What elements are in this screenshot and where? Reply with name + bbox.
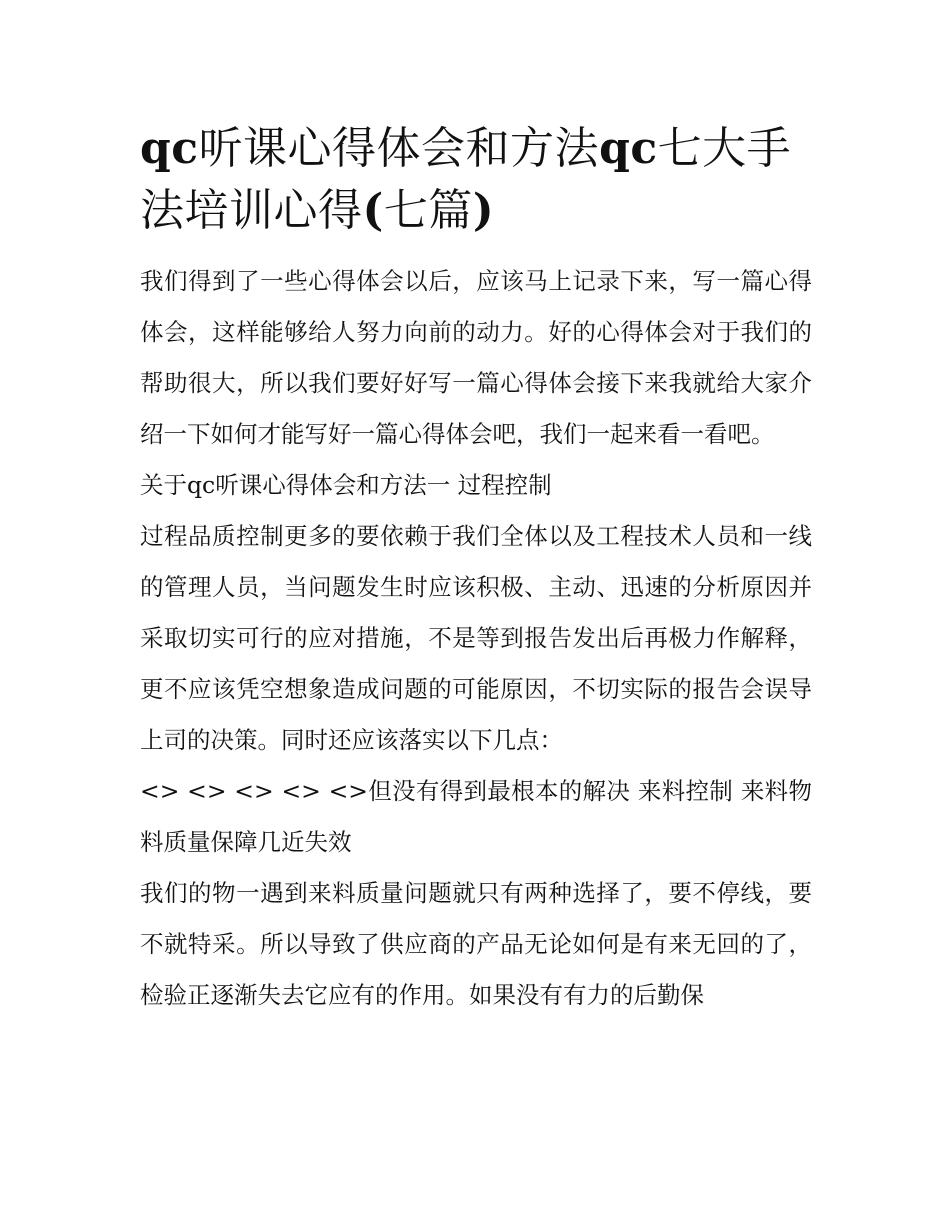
title-part: qc — [599, 123, 658, 174]
title-part: 七大手法培训心得 — [140, 123, 792, 236]
title-part: qc — [140, 123, 199, 174]
title-part: 七篇 — [383, 185, 473, 236]
document-page — [140, 118, 812, 1021]
document-title — [140, 118, 812, 242]
title-part: ) — [472, 185, 495, 236]
body-paragraph: 过程品质控制更多的要依赖于我们全体以及工程技术人员和一线的管理人员，当问题发生时应该积极、主动、迅速的分析原因并采取切实可行的应对措施，不是等到报告发出后再极力作解释，更不应该凭空想象造成问题的可能原因，不切实际的报告会误导上司的决策。同时还应该落实以下几点： — [140, 522, 812, 754]
title-part: ( — [362, 185, 384, 236]
intro-paragraph: 我们得到了一些心得体会以后，应该马上记录下来，写一篇心得体会，这样能够给人努力向前的动力。好的心得体会对于我们的帮助很大，所以我们要好好写一篇心得体会接下来我就给大家介绍一下如何才能写好一篇心得体会吧，我们一起来看一看吧。 — [140, 267, 812, 448]
section-heading: 关于qc听课心得体会和方法一 过程控制 — [140, 471, 552, 499]
body-paragraph: <> <> <> <> <>但没有得到最根本的解决 来料控制 来料物料质量保障几近失效 — [140, 777, 812, 856]
body-paragraph: 我们的物一遇到来料质量问题就只有两种选择了，要不停线，要不就特采。所以导致了供应商的产品无论如何是有来无回的了，检验正逐渐失去它应有的作用。如果没有有力的后勤保 — [140, 879, 812, 1009]
title-part: 听课心得体会和方法 — [198, 123, 600, 174]
